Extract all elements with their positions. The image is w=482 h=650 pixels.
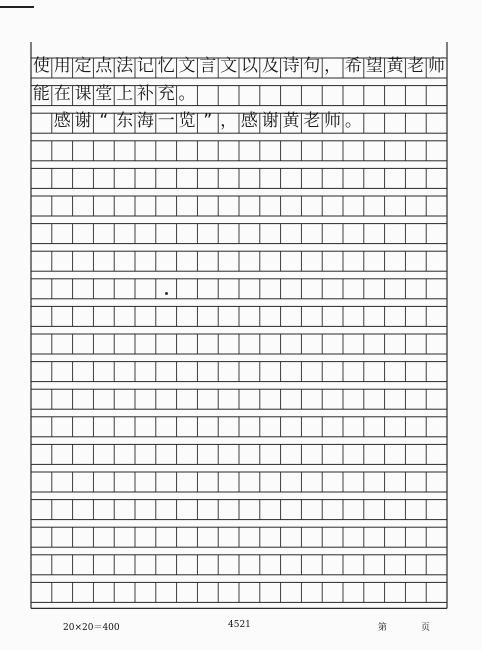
handwritten-char: 海 (136, 111, 154, 132)
handwritten-char: 老 (407, 56, 425, 76)
handwritten-char: 言 (199, 56, 217, 76)
handwritten-char: 句 (303, 56, 321, 76)
grid-row (31, 472, 447, 492)
grid-row (31, 279, 447, 299)
handwritten-char: 法 (116, 56, 134, 76)
handwritten-char: 感 (53, 111, 71, 132)
grid-row (31, 362, 447, 382)
handwritten-char: 东 (116, 111, 134, 132)
grid-row (31, 389, 447, 409)
handwritten-char: 师 (428, 56, 446, 76)
footer-page-prefix: 第 (378, 623, 388, 633)
grid-row (31, 168, 447, 188)
handwritten-char: 希 (344, 56, 362, 76)
handwritten-char: 谢 (74, 111, 92, 132)
grid-row (31, 306, 447, 326)
grid-row (31, 141, 447, 161)
handwritten-char: 用 (53, 56, 71, 76)
handwritten-char: 老 (303, 111, 321, 132)
grid-row (31, 196, 447, 216)
handwritten-char: 。 (178, 83, 196, 104)
handwritten-char: 及 (261, 56, 279, 76)
handwritten-char: 上 (116, 83, 134, 104)
grid-row (31, 500, 447, 520)
handwritten-char: 黄 (282, 111, 300, 132)
handwritten-char: 充 (157, 83, 175, 104)
grid-row (31, 224, 447, 244)
grid-row (31, 334, 447, 354)
handwritten-char: 望 (365, 56, 383, 76)
handwritten-char: 谢 (261, 111, 279, 132)
handwritten-char: “ (99, 111, 109, 132)
paper-speck (165, 292, 168, 295)
handwritten-char: 黄 (386, 56, 404, 76)
handwritten-char: 文 (178, 56, 196, 76)
grid-row (31, 527, 447, 547)
handwritten-char: ， (220, 111, 238, 132)
handwritten-char: 课 (74, 83, 92, 104)
handwritten-char: 文 (220, 56, 238, 76)
handwritten-char (31, 111, 51, 131)
handwritten-char: 以 (240, 56, 258, 76)
handwritten-char: 定 (74, 56, 92, 76)
grid-row (31, 582, 447, 602)
grid-row (31, 555, 447, 575)
grid-row (31, 417, 447, 437)
grid-row (31, 444, 447, 464)
handwritten-char: 使 (32, 56, 50, 76)
footer-grid-spec: 20×20＝400 (63, 623, 120, 633)
handwritten-char: 能 (32, 83, 50, 104)
footer-page-suffix: 页 (421, 623, 431, 633)
handwritten-char: 感 (240, 111, 258, 132)
handwritten-char: 补 (136, 83, 154, 104)
handwritten-char: 一 (157, 111, 175, 132)
grid-row (31, 251, 447, 271)
handwritten-char: ， (324, 56, 342, 76)
handwritten-char: 忆 (157, 56, 175, 76)
handwritten-char: ” (203, 111, 213, 132)
handwritten-char: 。 (344, 111, 362, 132)
handwritten-char: 记 (136, 56, 154, 76)
footer-code: 4521 (228, 620, 251, 630)
handwritten-char: 点 (95, 56, 113, 76)
handwritten-char: 师 (324, 111, 342, 132)
handwritten-char: 在 (53, 83, 71, 104)
handwritten-char: 览 (178, 111, 196, 132)
handwritten-char: 堂 (95, 83, 113, 104)
handwritten-char: 诗 (282, 56, 300, 76)
